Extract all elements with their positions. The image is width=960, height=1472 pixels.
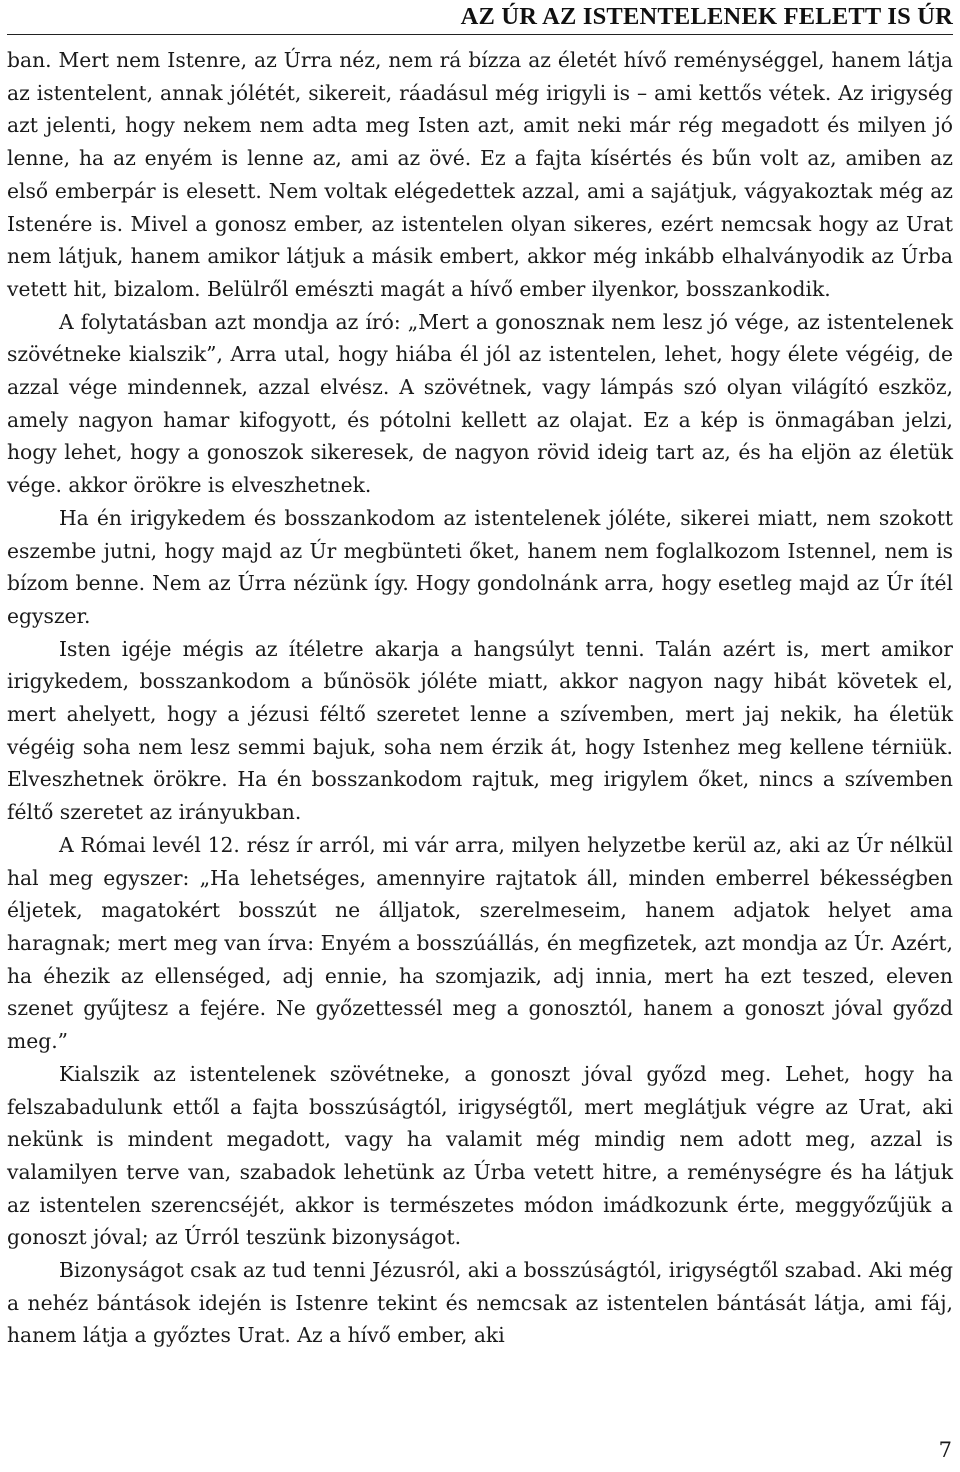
running-head: AZ ÚR AZ ISTENTELENEK FELETT IS ÚR — [460, 3, 953, 30]
paragraph: A folytatásban azt mondja az író: „Mert a gonosznak nem lesz jó vége, az istentelenek szövétneke kialszik”, Arra utal, hogy hiába él jól az istentelen, lehet, hogy élete végéig, de azzal vége mindennek, azzal elvész. A szövétnek, vagy lámpás szó olyan világító eszköz, amely nagyon hamar kifogyott, és pótolni kellett az olajat. Ez a kép is önmagában jelzi, hogy lehet, hogy a gonoszok sikeresek, de nagyon rövid ideig tart az, és ha eljön az életük vége. akkor örökre is elveszhetnek. — [7, 309, 953, 498]
paragraph: Bizonyságot csak az tud tenni Jézusról, aki a bosszúságtól, irigységtől szabad. Aki még a nehéz bántások idején is Istenre tekint és nemcsak az istentelen bántását látja, ami fáj, hanem látja a győztes Urat. Az a hívő ember, aki — [7, 1258, 953, 1348]
paragraph: Kialszik az istentelenek szövétneke, a gonoszt jóval győzd meg. Lehet, hogy ha felszabadulunk ettől a fajta bosszúságtól, irigységtől, mert meglátjuk végre az Urat, aki nekünk is mindent megadott, vagy ha valamit még mindig nem adott meg, azzal is valamilyen terve van, szabadok lehetünk az Úrba vetett hitre, a reménységre és ha látjuk az istentelen szerencséjét, akkor is természetes módon imádkozunk érte, meggyőzűjük a gonoszt jóval; az Úrról teszünk bizonyságot. — [7, 1061, 953, 1250]
paragraph: Ha én irigykedem és bosszankodom az istentelenek jóléte, sikerei miatt, nem szokott eszembe jutni, hogy majd az Úr megbünteti őket, hanem nem foglalkozom Istennel, nem is bízom benne. Nem az Úrra nézünk így. Hogy gondolnánk arra, hogy esetleg majd az Úr ítél egyszer. — [7, 505, 953, 628]
paragraph: A Római levél 12. rész ír arról, mi vár arra, milyen helyzetbe kerül az, aki az Úr nélkül hal meg egyszer: „Ha lehetséges, amennyire rajtatok áll, minden emberrel békességben éljetek, magatokért bosszút ne álljatok, szerelmeseim, hanem adjatok helyet ama haragnak; mert meg van írva: Enyém a bosszúállás, én megfizetek, azt mondja az Úr. Azért, ha éhezik az ellenséged, adj ennie, ha szomjazik, adj innia, mert ha ezt teszed, eleven szenet gyűjtesz a fejére. Ne győzettessél meg a gonosztól, hanem a gonoszt jóval győzd meg.” — [7, 832, 953, 1054]
document-page — [7, 0, 953, 1472]
header-rule — [7, 34, 953, 35]
paragraph: Isten igéje mégis az ítéletre akarja a hangsúlyt tenni. Talán azért is, mert amikor irigykedem, bosszankodom a bűnösök jóléte miatt, akkor nagyon nagy hibát követek el, mert ahelyett, hogy a jézusi féltő szeretet lenne a szívemben, mert jaj nekik, ha életük végéig soha nem lesz semmi bajuk, soha nem érzik át, hogy Istenhez meg kellene térniük. Elveszhetnek örökre. Ha én bosszankodom rajtuk, meg irigylem őket, nincs a szívemben féltő szeretet az irányukban. — [7, 636, 953, 825]
page-number: 7 — [938, 1438, 952, 1462]
body-text — [7, 44, 953, 1352]
paragraph-continued: ban. Mert nem Istenre, az Úrra néz, nem rá bízza az életét hívő reménységgel, hanem látja az istentelent, annak jólétét, sikereit, ráadásul még irigyli is – ami kettős vétek. Az irigység azt jelenti, hogy nekem nem adta meg Isten azt, amit neki már rég megadott és milyen jó lenne, ha az enyém is lenne az, ami az övé. Ez a fajta kísértés és bűn volt az, amiben az első emberpár is elesett. Nem voltak elégedettek azzal, ami a sajátjuk, vágyakoztak még az Istenére is. Mivel a gonosz ember, az istentelen olyan sikeres, ezért nemcsak hogy az Urat nem látjuk, hanem amikor látjuk a másik embert, akkor még inkább elhalványodik az Úrba vetett hit, bizalom. Belülről emészti magát a hívő ember ilyenkor, bosszankodik. — [7, 48, 953, 301]
